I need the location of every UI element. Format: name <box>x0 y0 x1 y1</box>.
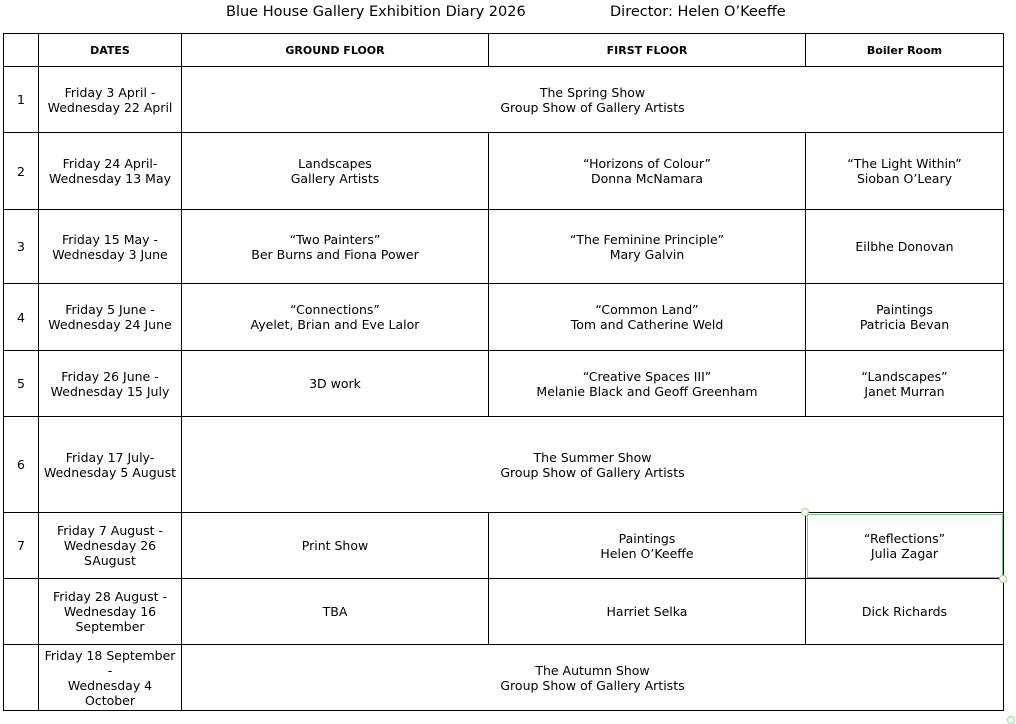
boiler-room-cell[interactable] <box>806 579 1004 645</box>
first-floor-cell[interactable] <box>489 133 806 210</box>
boiler-room-cell-line: Julia Zagar <box>870 545 939 561</box>
row-number-cell[interactable]: 1 <box>4 67 39 133</box>
group-show-cell-line: Group Show of Gallery Artists <box>500 464 685 480</box>
dates-cell-line: Friday 15 May - <box>61 231 159 247</box>
dates-cell-line: Friday 26 June - <box>61 368 159 384</box>
dates-cell-line: Wednesday 24 June <box>48 317 172 332</box>
dates-cell-line: Wednesday 5 August <box>43 464 176 480</box>
boiler-room-cell[interactable] <box>806 513 1004 579</box>
first-floor-cell[interactable] <box>489 284 806 351</box>
document-title: Blue House Gallery Exhibition Diary 2026 <box>226 4 526 20</box>
boiler-room-cell[interactable] <box>806 210 1004 284</box>
first-floor-cell-line: “The Feminine Principle” <box>569 231 725 247</box>
dates-cell-line: Wednesday 15 July <box>50 383 170 399</box>
ground-floor-cell[interactable] <box>182 513 489 579</box>
dates-cell-line: Friday 24 April- <box>62 156 158 171</box>
dates-cell[interactable] <box>39 579 182 645</box>
dates-cell[interactable] <box>39 210 182 284</box>
first-floor-cell-line: Melanie Black and Geoff Greenham <box>536 383 758 399</box>
group-show-cell-line: Group Show of Gallery Artists <box>500 99 685 115</box>
ground-floor-cell-line: “Two Painters” <box>289 231 381 247</box>
group-show-cell[interactable] <box>182 67 1004 133</box>
director-label: Director: Helen O’Keeffe <box>610 4 786 20</box>
dates-cell-line: Friday 3 April - <box>64 84 156 100</box>
table-header-row <box>4 34 1004 67</box>
group-show-cell-line: The Spring Show <box>539 84 646 100</box>
dates-cell[interactable] <box>39 133 182 210</box>
boiler-room-cell-line: “Landscapes” <box>861 368 948 384</box>
ground-floor-cell-line: TBA <box>322 604 348 619</box>
dates-cell-line: Wednesday 3 June <box>52 246 168 262</box>
ground-floor-cell[interactable] <box>182 133 489 210</box>
table-row <box>4 417 1004 513</box>
table-row <box>4 351 1004 417</box>
ground-floor-cell-line: “Connections” <box>290 302 380 317</box>
table-row <box>4 284 1004 351</box>
header-first-floor[interactable]: FIRST FLOOR <box>489 34 806 67</box>
table-row <box>4 133 1004 210</box>
document-header <box>0 4 1016 24</box>
row-number-cell[interactable] <box>4 579 39 645</box>
ground-floor-cell-line: Print Show <box>301 538 369 553</box>
ground-floor-cell-line: Ayelet, Brian and Eve Lalor <box>250 317 420 332</box>
ground-floor-cell[interactable] <box>182 210 489 284</box>
dates-cell[interactable] <box>39 645 182 711</box>
table-row <box>4 513 1004 579</box>
ground-floor-cell-line: Landscapes <box>298 156 372 171</box>
first-floor-cell[interactable] <box>489 351 806 417</box>
row-number-cell[interactable]: 7 <box>4 513 39 579</box>
table-row <box>4 579 1004 645</box>
group-show-cell-line: The Autumn Show <box>535 662 650 678</box>
ground-floor-cell-line: Ber Burns and Fiona Power <box>251 246 419 262</box>
row-number-cell[interactable]: 6 <box>4 417 39 513</box>
first-floor-cell-line: “Creative Spaces III” <box>582 368 712 384</box>
dates-cell-line: SAugust <box>84 553 136 568</box>
row-number-cell[interactable]: 5 <box>4 351 39 417</box>
row-number-cell[interactable]: 2 <box>4 133 39 210</box>
dates-cell[interactable] <box>39 284 182 351</box>
exhibition-table <box>3 33 1004 711</box>
row-number-cell[interactable] <box>4 645 39 711</box>
dates-cell-line: Wednesday 4 October <box>67 677 153 708</box>
header-dates[interactable]: DATES <box>39 34 182 67</box>
table-row <box>4 210 1004 284</box>
boiler-room-cell[interactable] <box>806 133 1004 210</box>
boiler-room-cell-line: Janet Murran <box>864 383 945 399</box>
dates-cell-line: Wednesday 13 May <box>48 171 172 186</box>
dates-cell[interactable] <box>39 351 182 417</box>
dates-cell[interactable] <box>39 417 182 513</box>
dates-cell-line: Friday 28 August - <box>53 589 167 604</box>
first-floor-cell-line: “Common Land” <box>595 302 699 317</box>
ground-floor-cell-line: Gallery Artists <box>290 171 380 186</box>
first-floor-cell[interactable] <box>489 579 806 645</box>
boiler-room-cell-line: Dick Richards <box>861 604 948 619</box>
header-ground-floor[interactable]: GROUND FLOOR <box>182 34 489 67</box>
group-show-cell-line: The Summer Show <box>533 449 652 465</box>
boiler-room-cell[interactable] <box>806 351 1004 417</box>
dates-cell-line: Friday 17 July- <box>65 449 155 465</box>
first-floor-cell[interactable] <box>489 513 806 579</box>
ground-floor-cell-line: 3D work <box>309 376 361 391</box>
first-floor-cell[interactable] <box>489 210 806 284</box>
first-floor-cell-line: “Horizons of Colour” <box>583 156 711 171</box>
header-boiler-room[interactable]: Boiler Room <box>806 34 1004 67</box>
ground-floor-cell[interactable] <box>182 284 489 351</box>
table-row <box>4 645 1004 711</box>
boiler-room-cell-line: Paintings <box>876 302 933 317</box>
first-floor-cell-line: Paintings <box>618 530 676 546</box>
boiler-room-cell-line: Sioban O’Leary <box>857 171 952 186</box>
boiler-room-cell-line: Patricia Bevan <box>859 317 950 332</box>
dates-cell-line: Wednesday 26 <box>63 538 157 553</box>
dates-cell[interactable] <box>39 67 182 133</box>
selection-handle[interactable] <box>999 575 1007 583</box>
dates-cell-line: Friday 5 June - <box>65 302 155 317</box>
ground-floor-cell[interactable] <box>182 351 489 417</box>
boiler-room-cell-line: Eilbhe Donovan <box>855 239 954 254</box>
selection-handle[interactable] <box>801 508 809 516</box>
boiler-room-cell-line: “The Light Within” <box>847 156 962 171</box>
row-number-cell[interactable]: 4 <box>4 284 39 351</box>
dates-cell-line: Friday 18 September - <box>44 647 176 678</box>
dates-cell[interactable] <box>39 513 182 579</box>
group-show-cell[interactable] <box>182 645 1004 711</box>
first-floor-cell-line: Tom and Catherine Weld <box>570 317 724 332</box>
table-row <box>4 67 1004 133</box>
dates-cell-line: September <box>75 619 145 634</box>
first-floor-cell-line: Harriet Selka <box>606 604 688 619</box>
boiler-room-cell[interactable] <box>806 284 1004 351</box>
first-floor-cell-line: Mary Galvin <box>609 246 685 262</box>
dates-cell-line: Wednesday 16 <box>63 604 157 619</box>
dates-cell-line: Friday 7 August - <box>56 523 163 538</box>
boiler-room-cell-line: “Reflections” <box>863 530 946 546</box>
dates-cell-line: Wednesday 22 April <box>47 99 173 115</box>
group-show-cell[interactable] <box>182 417 1004 513</box>
group-show-cell-line: Group Show of Gallery Artists <box>500 677 685 693</box>
first-floor-cell-line: Donna McNamara <box>590 171 704 186</box>
first-floor-cell-line: Helen O’Keeffe <box>600 545 694 561</box>
row-number-cell[interactable]: 3 <box>4 210 39 284</box>
header-num[interactable] <box>4 34 39 67</box>
ground-floor-cell[interactable] <box>182 579 489 645</box>
